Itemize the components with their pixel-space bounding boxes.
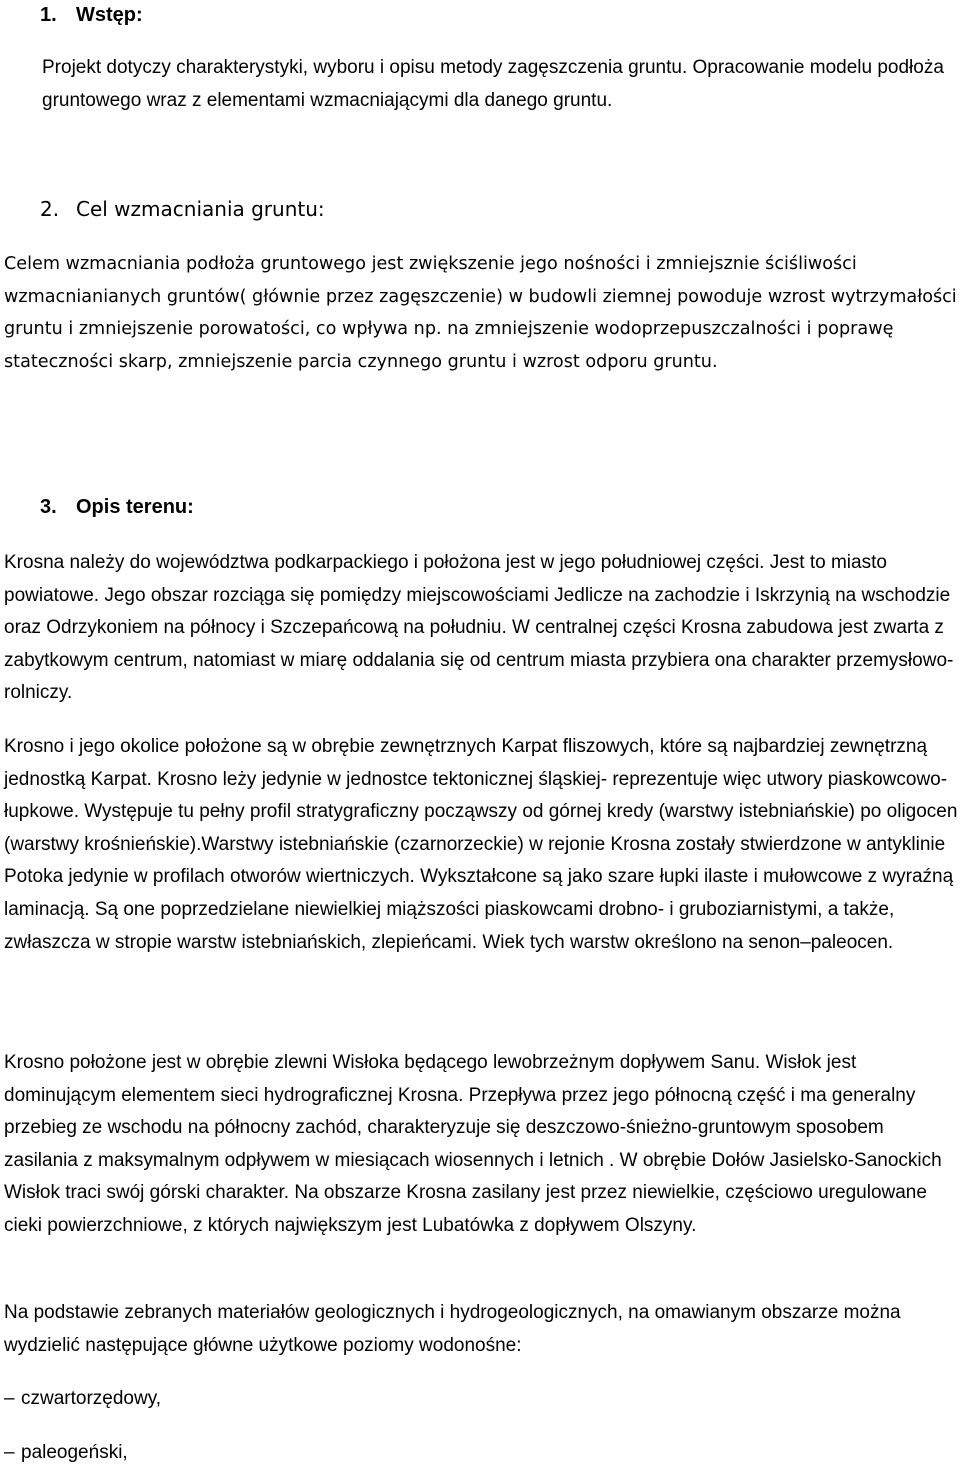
list-item <box>4 1383 960 1416</box>
section-3-paragraph-3: Krosno położone jest w obrębie zlewni Wisłoka będącego lewobrzeżnym dopływem Sanu. Wisłok jest dominującym elementem sieci hydrograficznej Krosna. Przepływa przez jego północną część i ma generalny przebieg ze wschodu na północny zachód, charakteryzuje się deszczowo-śnieżno-gruntowym sposobem zasilania z maksymalnym odpływem w miesiącach wiosennych i letnich . W obrębie Dołów Jasielsko-Sanockich Wisłok traci swój górski charakter. Na obszarze Krosna zasilany jest przez niewielkie, częściowo uregulowane cieki powierzchniowe, z których największym jest Lubatówka z dopływem Olszyny. <box>4 1052 942 1236</box>
section-3-number: 3. <box>40 496 57 518</box>
list-dash: – <box>4 1442 15 1463</box>
section-2-heading <box>40 196 325 222</box>
section-1-title: Wstęp: <box>76 4 143 26</box>
section-3-paragraph-1: Krosna należy do województwa podkarpackiego i położona jest w jego południowej części. Jest to miasto powiatowe. Jego obszar rozciąga się pomiędzy miejscowościami Jedlicze na zachodzie i Iskrzynią na wschodzie oraz Odrzykoniem na północy i Szczepańcową na południu. W centralnej części Krosna zabudowa jest zwarta z zabytkowym centrum, natomiast w miarę oddalania się od centrum miasta przybiera ona charakter przemysłowo-rolniczy. <box>4 552 954 704</box>
section-1-heading <box>40 2 143 28</box>
list-item-text: paleogeński, <box>21 1442 128 1463</box>
list-dash: – <box>4 1388 15 1409</box>
section-3-heading <box>40 494 194 520</box>
list-item-text: czwartorzędowy, <box>21 1388 162 1409</box>
section-2-number: 2. <box>40 197 60 221</box>
list-item <box>4 1437 960 1470</box>
section-2-paragraph: Celem wzmacniania podłoża gruntowego jest zwiększenie jego nośności i zmniejsznie ściśliwości wzmacnianianych gruntów( głównie przez zagęszczenie) w budowli ziemnej powoduje wzrost wytrzymałości gruntu i zmniejszenie porowatości, co wpływa np. na zmniejszenie wodoprzepuszczalności i poprawę stateczności skarp, zmniejszenie parcia czynnego gruntu i wzrost odporu gruntu. <box>4 254 957 372</box>
section-3-title: Opis terenu: <box>76 496 194 518</box>
section-3-paragraph-4: Na podstawie zebranych materiałów geologicznych i hydrogeologicznych, na omawianym obszarze można wydzielić następujące główne użytkowe poziomy wodonośne: <box>4 1302 901 1356</box>
section-1-paragraph: Projekt dotyczy charakterystyki, wyboru i opisu metody zagęszczenia gruntu. Opracowanie modelu podłoża gruntowego wraz z elementami wzmacniającymi dla danego gruntu. <box>42 57 944 111</box>
section-2-title: Cel wzmacniania gruntu: <box>76 197 325 221</box>
section-1-number: 1. <box>40 4 57 26</box>
section-3-paragraph-2: Krosno i jego okolice położone są w obrębie zewnętrznych Karpat fliszowych, które są najbardziej zewnętrzną jednostką Karpat. Krosno leży jedynie w jednostce tektonicznej śląskiej- reprezentuje więc utwory piaskowcowo-łupkowe. Występuje tu pełny profil stratygraficzny począwszy od górnej kredy (warstwy istebniańskie) po oligocen (warstwy krośnieńskie).Warstwy istebniańskie (czarnorzeckie) w rejonie Krosna zostały stwierdzone w antyklinie Potoka jedynie w profilach otworów wiertniczych. Wykształcone są jako szare łupki ilaste i mułowcowe z wyraźną laminacją. Są one poprzedzielane niewielkiej miąższości piaskowcami drobno- i gruboziarnistymi, a także, zwłaszcza w stropie warstw istebniańskich, zlepieńcami. Wiek tych warstw określono na senon–paleocen. <box>4 736 958 953</box>
